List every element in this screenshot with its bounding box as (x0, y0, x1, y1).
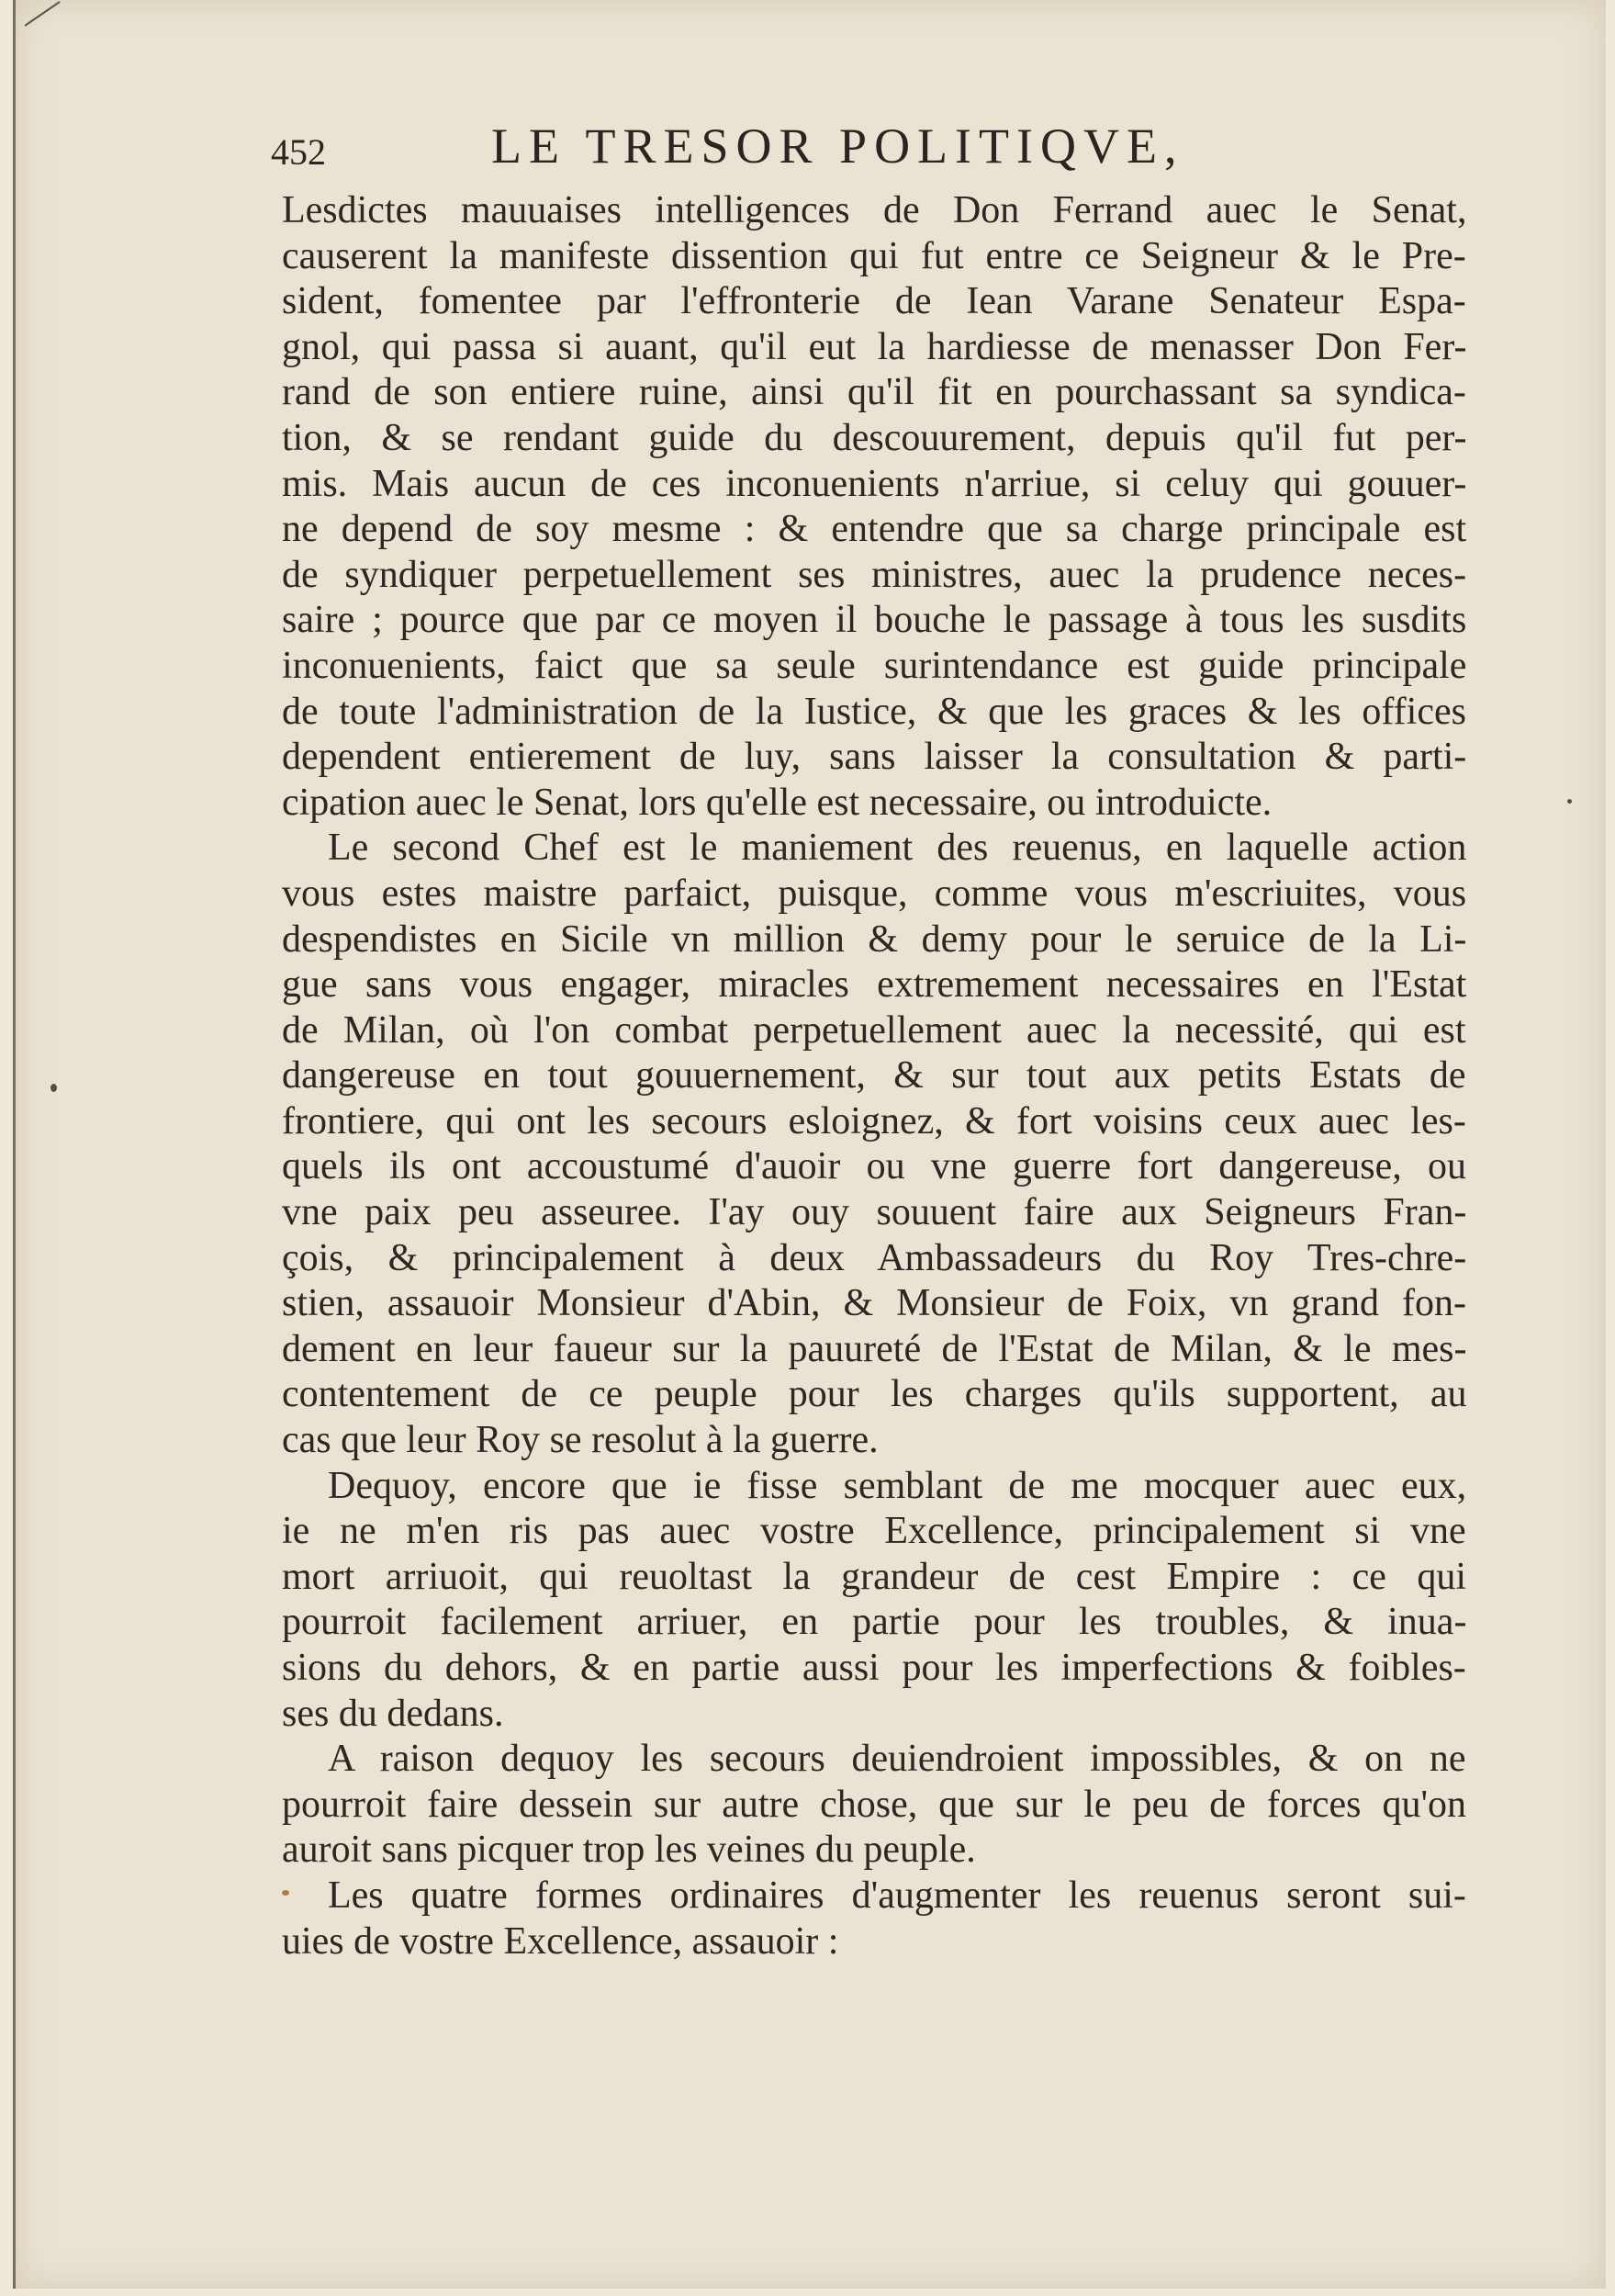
page-number: 452 (271, 131, 326, 173)
text-line: dement en leur faueur sur la pauureté de l'Estat de Milan, & le mes- (282, 1327, 1467, 1370)
page-header (271, 118, 1318, 182)
text-line: pourroit faire dessein sur autre chose, que sur le peu de forces qu'on (282, 1783, 1467, 1826)
text-line: Le second Chef est le maniement des reuenus, en laquelle action (328, 827, 1467, 870)
text-line: rand de son entiere ruine, ainsi qu'il fit en pourchassant sa syndica- (282, 371, 1466, 414)
text-line: gue sans vous engager, miracles extremement necessaires en l'Estat (282, 963, 1467, 1007)
text-line: A raison dequoy les secours deuiendroient impossibles, & on ne (328, 1738, 1466, 1781)
text-line: sions du dehors, & en partie aussi pour les imperfections & foibles- (282, 1647, 1466, 1689)
text-line: uies de vostre Excellence, assauoir : (282, 1919, 839, 1963)
page-corner-crease (25, 0, 62, 28)
text-line: saire ; pource que par ce moyen il bouche le passage à tous les susdits (282, 599, 1467, 642)
ink-speck (1567, 799, 1572, 804)
text-line: sident, fomentee par l'effronterie de Iean Varane Senateur Espa- (282, 280, 1466, 323)
text-line: ne depend de soy mesme : & entendre que sa charge principale est (282, 508, 1467, 551)
text-line: cipation auec le Senat, lors qu'elle est necessaire, ou introduicte. (282, 781, 1273, 824)
text-line: vne paix peu asseuree. I'ay ouy souuent faire aux Seigneurs Fran- (282, 1191, 1467, 1234)
running-title: LE TRESOR POLITIQVE, (491, 118, 1184, 174)
text-line: stien, assauoir Monsieur d'Abin, & Monsieur de Foix, vn grand fon- (282, 1282, 1466, 1325)
text-line: frontiere, qui ont les secours esloignez, & fort voisins ceux auec les- (282, 1099, 1466, 1142)
text-line: de syndiquer perpetuellement ses ministres, auec la prudence neces- (282, 553, 1467, 596)
text-line: tion, & se rendant guide du descouurement, depuis qu'il fut per- (282, 416, 1467, 459)
ink-speck (282, 1890, 289, 1896)
text-line: causerent la manifeste dissention qui fut entre ce Seigneur & le Pre- (282, 234, 1466, 277)
text-line: inconuenients, faict que sa seule surintendance est guide principale (282, 644, 1467, 687)
text-line: de Milan, où l'on combat perpetuellement auec la necessité, qui est (282, 1008, 1466, 1052)
text-line: Dequoy, encore que ie fisse semblant de me mocquer auec eux, (328, 1464, 1467, 1507)
text-line: auroit sans picquer trop les veines du peuple. (282, 1829, 976, 1872)
text-line: vous estes maistre parfaict, puisque, comme vous m'escriuites, vous (282, 872, 1467, 915)
body-text (282, 188, 1466, 1964)
text-line: dangereuse en tout gouuernement, & sur tout aux petits Estats de (282, 1054, 1466, 1097)
text-line: gnol, qui passa si auant, qu'il eut la hardiesse de menasser Don Fer- (282, 325, 1467, 368)
text-line: mis. Mais aucun de ces inconuenients n'arriue, si celuy qui gouuer- (282, 462, 1467, 505)
text-line: cas que leur Roy se resolut à la guerre. (282, 1419, 879, 1462)
text-line: quels ils ont accoustumé d'auoir ou vne guerre fort dangereuse, ou (282, 1145, 1467, 1188)
text-line: despendistes en Sicile vn million & demy pour le seruice de la Li- (282, 917, 1467, 961)
text-line: mort arriuoit, qui reuoltast la grandeur de cest Empire : ce qui (282, 1555, 1466, 1598)
ink-speck (50, 1084, 57, 1092)
text-line: de toute l'administration de la Iustice, & que les graces & les offices (282, 690, 1466, 733)
text-line: contentement de ce peuple pour les charges qu'ils supportent, au (282, 1373, 1467, 1416)
text-line: Les quatre formes ordinaires d'augmenter les reuenus seront sui- (328, 1874, 1466, 1917)
text-line: pourroit facilement arriuer, en partie pour les troubles, & inua- (282, 1601, 1467, 1644)
text-line: çois, & principalement à deux Ambassadeurs du Roy Tres-chre- (282, 1236, 1467, 1279)
text-line: ie ne m'en ris pas auec vostre Excellence, principalement si vne (282, 1510, 1466, 1553)
text-line: Lesdictes mauuaises intelligences de Don Ferrand auec le Senat, (282, 189, 1467, 231)
text-line: ses du dedans. (282, 1692, 504, 1735)
text-line: dependent entierement de luy, sans laisser la consultation & parti- (282, 736, 1467, 779)
book-page (13, 0, 1606, 2289)
